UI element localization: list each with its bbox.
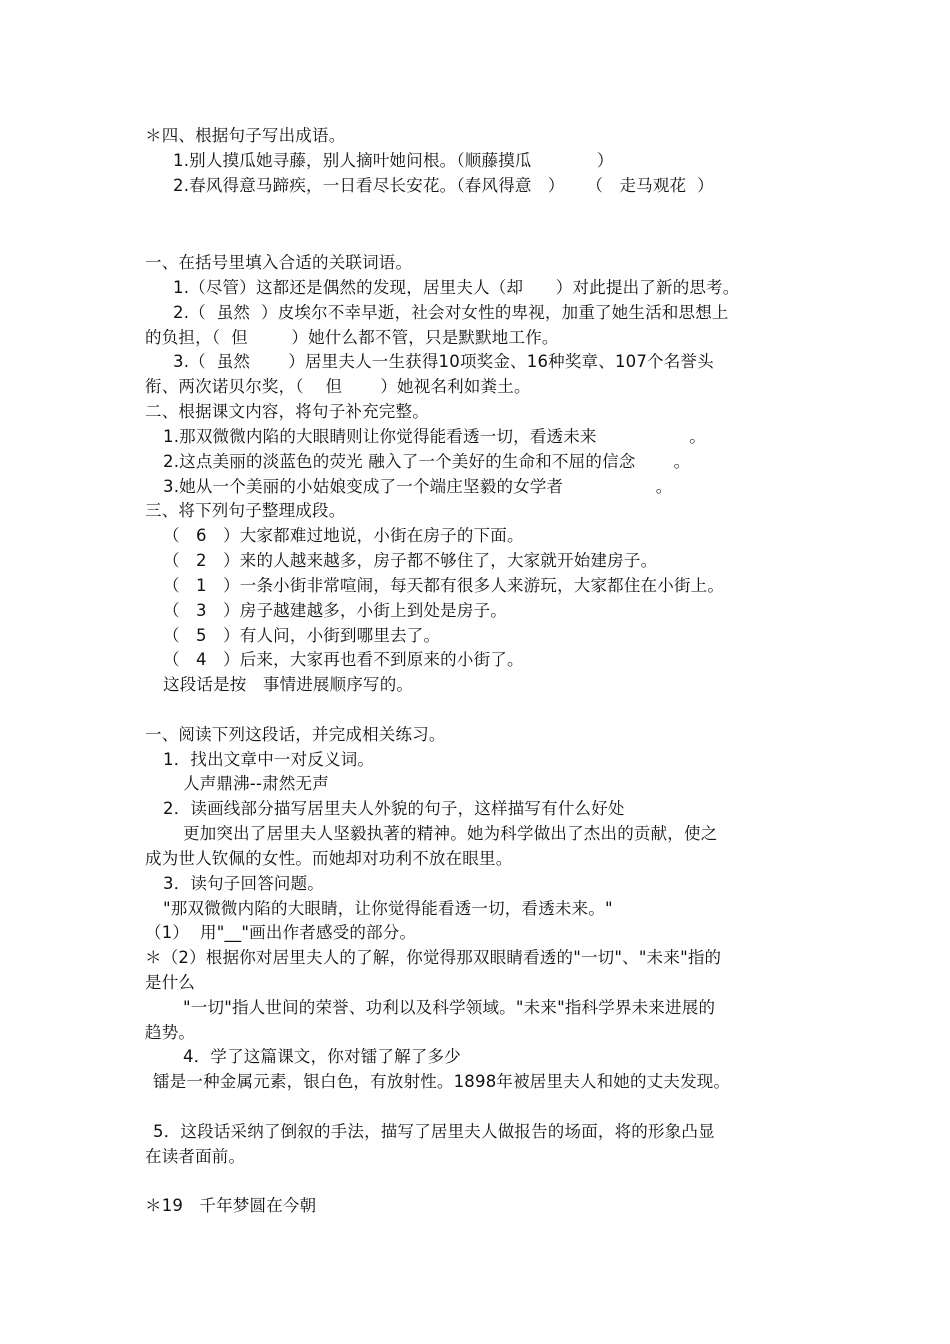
order-summary: 这段话是按 事情进展顺序写的。 [163, 675, 414, 694]
idiom-item-2: 2.春风得意马蹄疾，一日看尽长安花。（春风得意 ） （ 走马观花 ） [173, 176, 714, 195]
section-4-heading: ＊四、根据句子写出成语。 [145, 126, 346, 145]
reading-answer-2b: 成为世人钦佩的女性。而她却对功利不放在眼里。 [145, 849, 513, 868]
complete-item-3: 3.她从一个美丽的小姑娘变成了一个端庄坚毅的女学者 。 [163, 477, 673, 496]
reading-answer-3-2a: "一切"指人世间的荣誉、功利以及科学领域。"未来"指科学界未来进展的 [183, 998, 716, 1017]
complete-item-2: 2.这点美丽的淡蓝色的荧光 融入了一个美好的生命和不屈的信念 。 [163, 452, 691, 471]
order-item-2: （ 2 ）来的人越来越多，房子都不够住了，大家就开始建房子。 [163, 551, 658, 570]
reading-question-5b: 在读者面前。 [145, 1147, 246, 1166]
order-item-5: （ 5 ）有人问，小街到哪里去了。 [163, 626, 441, 645]
reading-question-1: 1．找出文章中一对反义词。 [163, 750, 375, 769]
order-item-1: （ 1 ）一条小街非常喧闹，每天都有很多人来游玩，大家都住在小街上。 [163, 576, 725, 595]
conjunction-item-2a: 2.（ 虽然 ）皮埃尔不幸早逝，社会对女性的卑视，加重了她生活和思想上 [173, 303, 729, 322]
section-3-heading: 三、将下列句子整理成段。 [145, 501, 346, 520]
reading-question-2: 2．读画线部分描写居里夫人外貌的句子，这样描写有什么好处 [163, 799, 625, 818]
section-1-heading: 一、在括号里填入合适的关联词语。 [145, 253, 413, 272]
reading-answer-4: 镭是一种金属元素，银白色，有放射性。1898年被居里夫人和她的丈夫发现。 [153, 1072, 731, 1091]
reading-question-3-2a: ＊（2）根据你对居里夫人的了解，你觉得那双眼睛看透的"一切"、"未来"指的 [145, 948, 722, 967]
reading-question-3-2b: 是什么 [145, 973, 196, 992]
idiom-item-1: 1.别人摸瓜她寻藤，别人摘叶她问根。（顺藤摸瓜 ） [173, 151, 614, 170]
lesson-title: ＊19 千年梦圆在今朝 [145, 1196, 317, 1215]
section-2-heading: 二、根据课文内容，将句子补充完整。 [145, 402, 429, 421]
reading-question-3: 3．读句子回答问题。 [163, 874, 324, 893]
reading-question-5a: 5．这段话采纳了倒叙的手法，描写了居里夫人做报告的场面，将的形象凸显 [153, 1122, 715, 1141]
complete-item-1: 1.那双微微内陷的大眼睛则让你觉得能看透一切，看透未来 。 [163, 427, 706, 446]
reading-answer-3-2b: 趋势。 [145, 1023, 196, 1042]
conjunction-item-2b: 的负担，（ 但 ）她什么都不管，只是默默地工作。 [145, 328, 559, 347]
order-item-6: （ 6 ）大家都难过地说，小街在房子的下面。 [163, 526, 524, 545]
reading-question-4: 4．学了这篇课文，你对镭了解了多少 [183, 1047, 461, 1066]
reading-question-3-1: （1） 用"__"画出作者感受的部分。 [145, 923, 417, 942]
reading-heading: 一、阅读下列这段话，并完成相关练习。 [145, 725, 446, 744]
conjunction-item-1: 1.（尽管）这都还是偶然的发现，居里夫人（却 ）对此提出了新的思考。 [173, 278, 740, 297]
order-item-3: （ 3 ）房子越建越多，小街上到处是房子。 [163, 601, 507, 620]
conjunction-item-3a: 3.（ 虽然 ）居里夫人一生获得10项奖金、16种奖章、107个名誉头 [173, 352, 714, 371]
reading-quote: "那双微微内陷的大眼睛，让你觉得能看透一切，看透未来。" [163, 899, 613, 918]
order-item-4: （ 4 ）后来，大家再也看不到原来的小街了。 [163, 650, 524, 669]
conjunction-item-3b: 衔、两次诺贝尔奖，（ 但 ）她视名利如粪土。 [145, 377, 531, 396]
reading-answer-1: 人声鼎沸--肃然无声 [183, 774, 329, 793]
reading-answer-2a: 更加突出了居里夫人坚毅执著的精神。她为科学做出了杰出的贡献，使之 [183, 824, 718, 843]
